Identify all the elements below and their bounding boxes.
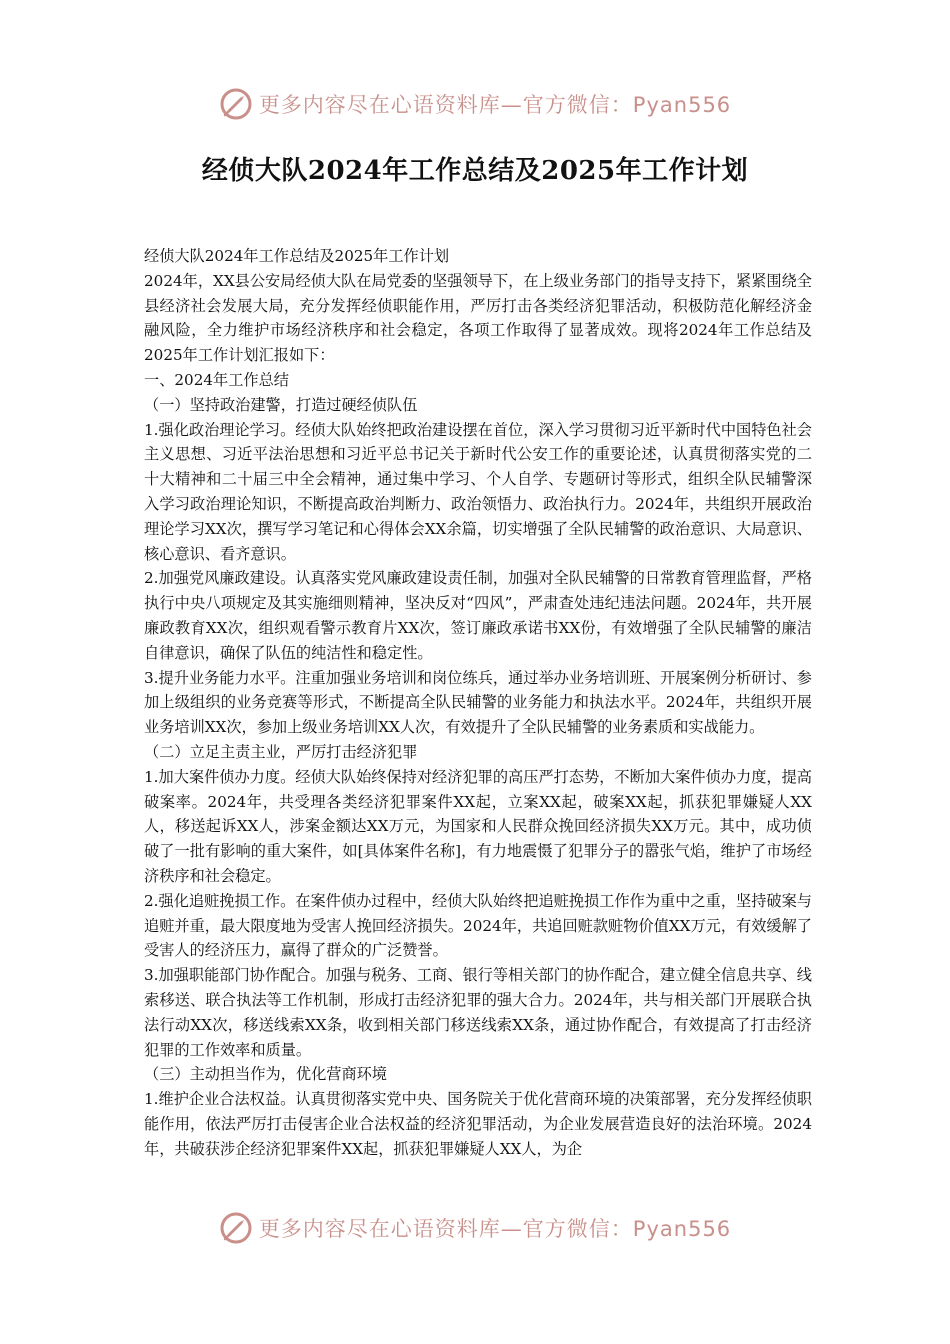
watermark-text: 更多内容尽在心语资料库—官方微信：Pyan556 [258, 93, 732, 117]
header-watermark-banner [0, 86, 950, 122]
section-heading: 一、2024年工作总结 [144, 370, 289, 389]
subsection-heading: （三）主动担当作为，优化营商环境 [144, 1065, 387, 1084]
body-paragraph: 3.提升业务能力水平。注重加强业务培训和岗位练兵，通过举办业务培训班、开展案例分析研讨、参加上级组织的业务竞赛等形式，不断提高全队民辅警的业务能力和执法水平。2024年，共组织开展业务培训XX次，参加上级业务培训XX人次，有效提升了全队民辅警的业务素质和实战能力。 [144, 668, 812, 737]
document-title: 经侦大队2024年工作总结及2025年工作计划 [201, 156, 749, 186]
body-paragraph: 2.加强党风廉政建设。认真落实党风廉政建设责任制，加强对全队民辅警的日常教育管理监督，严格执行中央八项规定及其实施细则精神，坚决反对“四风”，严肃查处违纪违法问题。2024年，共开展廉政教育XX次，组织观看警示教育片XX次，签订廉政承诺书XX份，有效增强了全队民辅警的廉洁自律意识，确保了队伍的纯洁性和稳定性。 [144, 569, 812, 662]
logo-icon [219, 1211, 253, 1245]
body-paragraph: 1.强化政治理论学习。经侦大队始终把政治建设摆在首位，深入学习贯彻习近平新时代中国特色社会主义思想、习近平法治思想和习近平总书记关于新时代公安工作的重要论述，认真贯彻落实党的二十大精神和二十届三中全会精神，通过集中学习、个人自学、专题研讨等形式，组织全队民辅警深入学习政治理论知识，不断提高政治判断力、政治领悟力、政治执行力。2024年，共组织开展政治理论学习XX次，撰写学习笔记和心得体会XX余篇，切实增强了全队民辅警的政治意识、大局意识、核心意识、看齐意识。 [144, 420, 812, 563]
footer-watermark-banner [0, 1210, 950, 1246]
watermark-text: 更多内容尽在心语资料库—官方微信：Pyan556 [258, 1217, 732, 1241]
body-paragraph: 经侦大队2024年工作总结及2025年工作计划 [144, 247, 450, 265]
subsection-heading: （二）立足主责主业，严厉打击经济犯罪 [144, 742, 418, 761]
body-paragraph: 1.加大案件侦办力度。经侦大队始终保持对经济犯罪的高压严打态势，不断加大案件侦办力度，提高破案率。2024年，共受理各类经济犯罪案件XX起，立案XX起，破案XX起，抓获犯罪嫌疑人XX人，移送起诉XX人，涉案金额达XX万元，为国家和人民群众挽回经济损失XX万元。其中，成功侦破了一批有影响的重大案件，如[具体案件名称]，有力地震慑了犯罪分子的嚣张气焰，维护了市场经济秩序和社会稳定。 [144, 767, 812, 885]
logo-icon [219, 87, 253, 121]
body-paragraph: 2024年，XX县公安局经侦大队在局党委的坚强领导下，在上级业务部门的指导支持下，紧紧围绕全县经济社会发展大局，充分发挥经侦职能作用，严厉打击各类经济犯罪活动，积极防范化解经济金融风险，全力维护市场经济秩序和社会稳定，各项工作取得了显著成效。现将2024年工作总结及2025年工作计划汇报如下： [144, 271, 812, 365]
subsection-heading: （一）坚持政治建警，打造过硬经侦队伍 [144, 395, 418, 414]
body-paragraph: 3.加强职能部门协作配合。加强与税务、工商、银行等相关部门的协作配合，建立健全信息共享、线索移送、联合执法等工作机制，形成打击经济犯罪的强大合力。2024年，共与相关部门开展联合执法行动XX次，移送线索XX条，收到相关部门移送线索XX条，通过协作配合，有效提高了打击经济犯罪的工作效率和质量。 [144, 966, 812, 1059]
body-paragraph: 2.强化追赃挽损工作。在案件侦办过程中，经侦大队始终把追赃挽损工作作为重中之重，坚持破案与追赃并重，最大限度地为受害人挽回经济损失。2024年，共追回赃款赃物价值XX万元，有效缓解了受害人的经济压力，赢得了群众的广泛赞誉。 [144, 891, 812, 960]
body-paragraph: 1.维护企业合法权益。认真贯彻落实党中央、国务院关于优化营商环境的决策部署，充分发挥经侦职能作用，依法严厉打击侵害企业合法权益的经济犯罪活动，为企业发展营造良好的法治环境。2024年，共破获涉企经济犯罪案件XX起，抓获犯罪嫌疑人XX人，为企 [144, 1090, 812, 1158]
document-body [144, 244, 812, 1161]
